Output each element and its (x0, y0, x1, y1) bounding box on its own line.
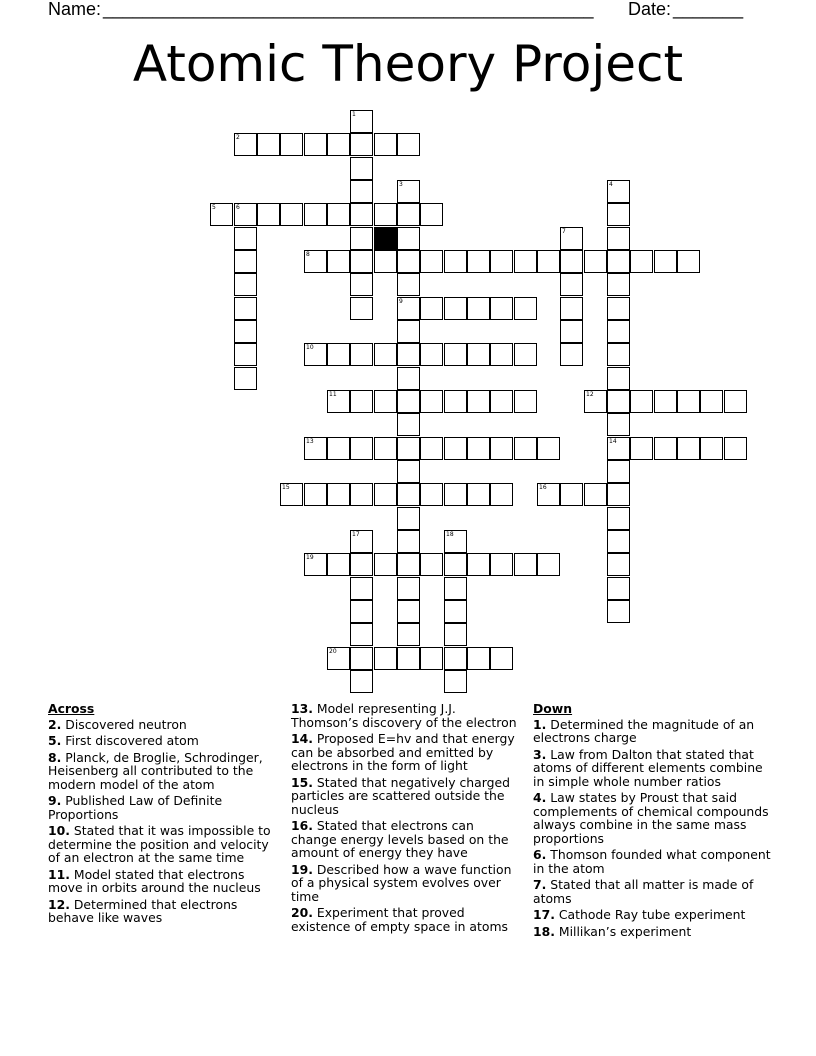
grid-cell[interactable] (560, 227, 583, 250)
grid-cell[interactable] (327, 390, 350, 413)
grid-cell[interactable] (444, 530, 467, 553)
page-title: Atomic Theory Project (132, 35, 684, 93)
grid-cell[interactable] (490, 297, 513, 320)
grid-cell[interactable] (304, 250, 327, 273)
grid-cell[interactable] (234, 133, 257, 156)
grid-cell[interactable] (327, 553, 350, 576)
grid-cell[interactable] (280, 133, 303, 156)
clue-number-15: 15 (282, 484, 290, 491)
date-label: Date: (628, 0, 672, 19)
grid-cell[interactable] (304, 437, 327, 460)
grid-cell[interactable] (397, 483, 420, 506)
name-label: Name: (48, 0, 102, 19)
clue-8: 8. Planck, de Broglie, Schrodinger, Heisenberg all contributed to the modern model of the atom (48, 749, 263, 792)
grid-cell[interactable] (304, 203, 327, 226)
grid-cell[interactable] (374, 203, 397, 226)
grid-cell[interactable] (234, 250, 257, 273)
grid-cell[interactable] (560, 320, 583, 343)
grid-cell[interactable] (327, 250, 350, 273)
grid-cell[interactable] (444, 483, 467, 506)
grid-cell[interactable] (234, 273, 257, 296)
grid-cell[interactable] (560, 297, 583, 320)
clue-1: 1. Determined the magnitude of an electrons charge (533, 716, 755, 745)
grid-cell[interactable] (514, 553, 537, 576)
grid-cell[interactable] (607, 273, 630, 296)
grid-cell[interactable] (234, 227, 257, 250)
grid-cell[interactable] (607, 390, 630, 413)
grid-cell[interactable] (444, 623, 467, 646)
grid-cell[interactable] (350, 203, 373, 226)
grid-cell[interactable] (234, 297, 257, 320)
grid-cell[interactable] (490, 437, 513, 460)
grid-cell[interactable] (350, 577, 373, 600)
grid-cell[interactable] (234, 367, 257, 390)
grid-cell[interactable] (397, 600, 420, 623)
grid-cell[interactable] (490, 343, 513, 366)
clue-16: 16. Stated that electrons can change energy levels based on the amount of energy they have (291, 818, 509, 860)
clue-9: 9. Published Law of Definite Proportions (48, 793, 223, 822)
clue-number-1: 1 (352, 111, 356, 118)
grid-cell[interactable] (560, 273, 583, 296)
grid-cell[interactable] (444, 600, 467, 623)
grid-cell[interactable] (210, 203, 233, 226)
clue-number-3: 3 (399, 181, 403, 188)
clues-column-3 (533, 702, 773, 941)
grid-cell[interactable] (420, 647, 443, 670)
grid-cell[interactable] (607, 553, 630, 576)
grid-cell[interactable] (397, 227, 420, 250)
grid-cell[interactable] (374, 133, 397, 156)
grid-cell[interactable] (444, 670, 467, 693)
grid-cell[interactable] (350, 250, 373, 273)
clue-5: 5. First discovered atom (48, 733, 199, 748)
clue-17: 17. Cathode Ray tube experiment (533, 907, 746, 922)
grid-cell[interactable] (467, 437, 490, 460)
grid-cell[interactable] (654, 437, 677, 460)
grid-cell[interactable] (397, 507, 420, 530)
grid-cell[interactable] (420, 343, 443, 366)
date-field[interactable]: _______ (673, 0, 744, 19)
grid-cell[interactable] (724, 437, 747, 460)
grid-cell[interactable] (490, 250, 513, 273)
grid-cell[interactable] (607, 483, 630, 506)
grid-cell[interactable] (607, 227, 630, 250)
grid-cell[interactable] (607, 460, 630, 483)
grid-cell[interactable] (397, 577, 420, 600)
grid-cell[interactable] (374, 437, 397, 460)
grid-cell[interactable] (350, 600, 373, 623)
clue-19: 19. Described how a wave function of a physical system evolves over time (291, 861, 512, 904)
grid-cell[interactable] (234, 320, 257, 343)
grid-cell[interactable] (514, 343, 537, 366)
clue-18: 18. Millikan’s experiment (533, 923, 692, 939)
grid-cell[interactable] (490, 553, 513, 576)
grid-cell[interactable] (420, 297, 443, 320)
clue-number-10: 10 (306, 344, 314, 351)
grid-cell[interactable] (537, 250, 560, 273)
clue-number-7: 7 (562, 228, 566, 235)
grid-cell[interactable] (467, 297, 490, 320)
grid-cell[interactable] (350, 390, 373, 413)
grid-cell[interactable] (280, 483, 303, 506)
grid-cell[interactable] (350, 647, 373, 670)
grid-cell[interactable] (560, 483, 583, 506)
clue-number-9: 9 (399, 298, 403, 305)
grid-cell[interactable] (280, 203, 303, 226)
grid-cell[interactable] (490, 483, 513, 506)
clues-column-2 (291, 702, 523, 936)
grid-cell[interactable] (514, 250, 537, 273)
grid-cell[interactable] (397, 460, 420, 483)
grid-cell[interactable] (444, 343, 467, 366)
grid-cell[interactable] (374, 250, 397, 273)
grid-cell[interactable] (397, 273, 420, 296)
grid-cell[interactable] (397, 437, 420, 460)
grid-cell[interactable] (397, 133, 420, 156)
grid-cell[interactable] (677, 390, 700, 413)
grid-cell[interactable] (257, 133, 280, 156)
grid-cell[interactable] (607, 507, 630, 530)
grid-cell[interactable] (327, 203, 350, 226)
name-field[interactable]: _________________________________________________ (103, 0, 594, 19)
grid-cell[interactable] (234, 343, 257, 366)
grid-cell[interactable] (397, 530, 420, 553)
clue-number-2: 2 (236, 134, 240, 141)
grid-cell[interactable] (490, 647, 513, 670)
grid-cell[interactable] (374, 483, 397, 506)
grid-cell[interactable] (304, 133, 327, 156)
grid-cell[interactable] (490, 390, 513, 413)
grid-cell[interactable] (420, 390, 443, 413)
grid-cell[interactable] (607, 600, 630, 623)
grid-cell[interactable] (420, 203, 443, 226)
grid-cell[interactable] (350, 343, 373, 366)
grid-cell[interactable] (607, 367, 630, 390)
grid-cell[interactable] (467, 390, 490, 413)
grid-cell[interactable] (397, 180, 420, 203)
grid-cell[interactable] (397, 553, 420, 576)
clue-15: 15. Stated that negatively charged particles are scattered outside the nucleus (291, 774, 510, 817)
grid-cell[interactable] (444, 647, 467, 670)
clue-number-6: 6 (236, 204, 240, 211)
grid-cell[interactable] (350, 670, 373, 693)
grid-cell[interactable] (444, 390, 467, 413)
clue-11: 11. Model stated that electrons move in orbits around the nucleus (48, 866, 261, 895)
clue-number-20: 20 (329, 648, 337, 655)
clue-number-11: 11 (329, 391, 337, 398)
grid-cell[interactable] (327, 647, 350, 670)
grid-cell[interactable] (350, 530, 373, 553)
grid-cell[interactable] (350, 553, 373, 576)
grid-cell[interactable] (654, 250, 677, 273)
clue-13: 13. Model representing J.J. Thomson’s discovery of the electron (291, 701, 517, 730)
grid-cell[interactable] (630, 390, 653, 413)
grid-cell[interactable] (444, 577, 467, 600)
grid-cell[interactable] (584, 390, 607, 413)
grid-cell[interactable] (607, 297, 630, 320)
grid-cell[interactable] (607, 530, 630, 553)
clue-number-5: 5 (212, 204, 216, 211)
grid-cell[interactable] (607, 180, 630, 203)
clue-number-17: 17 (352, 531, 360, 538)
grid-cell[interactable] (607, 250, 630, 273)
grid-cell[interactable] (607, 343, 630, 366)
grid-cell[interactable] (444, 553, 467, 576)
grid-cell[interactable] (257, 203, 280, 226)
clue-number-19: 19 (306, 554, 314, 561)
grid-cell[interactable] (630, 250, 653, 273)
grid-cell[interactable] (397, 413, 420, 436)
grid-cell[interactable] (304, 483, 327, 506)
grid-cell[interactable] (327, 343, 350, 366)
grid-cell[interactable] (350, 157, 373, 180)
black-cell (374, 227, 397, 250)
grid-cell[interactable] (607, 577, 630, 600)
grid-cell[interactable] (350, 180, 373, 203)
grid-cell[interactable] (444, 297, 467, 320)
grid-cell[interactable] (514, 297, 537, 320)
grid-cell[interactable] (700, 390, 723, 413)
grid-cell[interactable] (677, 437, 700, 460)
grid-cell[interactable] (677, 250, 700, 273)
grid-cell[interactable] (397, 343, 420, 366)
clue-10: 10. Stated that it was impossible to determine the position and velocity of an electron at the same time (48, 823, 271, 865)
down-heading: Down (533, 701, 573, 716)
clue-number-14: 14 (609, 438, 617, 445)
grid-cell[interactable] (514, 437, 537, 460)
grid-cell[interactable] (327, 133, 350, 156)
clue-7: 7. Stated that all matter is made of atoms (533, 877, 754, 906)
grid-cell[interactable] (560, 250, 583, 273)
clue-number-13: 13 (306, 438, 314, 445)
grid-cell[interactable] (607, 203, 630, 226)
grid-cell[interactable] (327, 437, 350, 460)
clue-12: 12. Determined that electrons behave like waves (48, 896, 238, 925)
grid-cell[interactable] (350, 623, 373, 646)
grid-cell[interactable] (397, 203, 420, 226)
grid-cell[interactable] (607, 320, 630, 343)
clue-14: 14. Proposed E=hv and that energy can be absorbed and emitted by electrons in the form of light (291, 731, 515, 773)
grid-cell[interactable] (420, 553, 443, 576)
clue-2: 2. Discovered neutron (48, 716, 187, 732)
grid-cell[interactable] (327, 483, 350, 506)
grid-cell[interactable] (397, 320, 420, 343)
grid-cell[interactable] (374, 553, 397, 576)
grid-cell[interactable] (560, 343, 583, 366)
grid-cell[interactable] (654, 390, 677, 413)
grid-cell[interactable] (350, 297, 373, 320)
grid-cell[interactable] (584, 250, 607, 273)
grid-cell[interactable] (630, 437, 653, 460)
grid-cell[interactable] (607, 413, 630, 436)
clue-20: 20. Experiment that proved existence of empty space in atoms (291, 905, 508, 934)
grid-cell[interactable] (467, 250, 490, 273)
clue-6: 6. Thomson founded what component in the atom (533, 847, 771, 876)
grid-cell[interactable] (234, 203, 257, 226)
grid-cell[interactable] (420, 250, 443, 273)
grid-cell[interactable] (537, 553, 560, 576)
grid-cell[interactable] (397, 390, 420, 413)
grid-cell[interactable] (700, 437, 723, 460)
grid-cell[interactable] (420, 483, 443, 506)
grid-cell[interactable] (467, 343, 490, 366)
grid-cell[interactable] (350, 227, 373, 250)
grid-cell[interactable] (724, 390, 747, 413)
grid-cell[interactable] (350, 273, 373, 296)
grid-cell[interactable] (350, 110, 373, 133)
grid-cell[interactable] (537, 437, 560, 460)
grid-cell[interactable] (444, 250, 467, 273)
grid-cell[interactable] (467, 647, 490, 670)
grid-cell[interactable] (584, 483, 607, 506)
clue-3: 3. Law from Dalton that stated that atoms of different elements combine in simple whole number ratios (533, 746, 763, 789)
grid-cell[interactable] (397, 647, 420, 670)
grid-cell[interactable] (467, 553, 490, 576)
grid-cell[interactable] (467, 483, 490, 506)
grid-cell[interactable] (374, 390, 397, 413)
grid-cell[interactable] (607, 437, 630, 460)
clue-number-18: 18 (446, 531, 454, 538)
grid-cell[interactable] (537, 483, 560, 506)
grid-cell[interactable] (514, 390, 537, 413)
grid-cell[interactable] (350, 483, 373, 506)
grid-cell[interactable] (374, 647, 397, 670)
across-heading: Across (48, 701, 95, 716)
clue-number-16: 16 (539, 484, 547, 491)
clues-column-1 (48, 702, 280, 928)
grid-cell[interactable] (304, 553, 327, 576)
grid-cell[interactable] (397, 297, 420, 320)
grid-cell[interactable] (350, 437, 373, 460)
clue-number-4: 4 (609, 181, 613, 188)
grid-cell[interactable] (397, 367, 420, 390)
grid-cell[interactable] (304, 343, 327, 366)
grid-cell[interactable] (397, 250, 420, 273)
grid-cell[interactable] (374, 343, 397, 366)
grid-cell[interactable] (420, 437, 443, 460)
clue-number-12: 12 (586, 391, 594, 398)
clue-number-8: 8 (306, 251, 310, 258)
grid-cell[interactable] (444, 437, 467, 460)
grid-cell[interactable] (350, 133, 373, 156)
grid-cell[interactable] (397, 623, 420, 646)
clue-4: 4. Law states by Proust that said complements of chemical compounds always combine in the same mass proportions (533, 790, 769, 846)
